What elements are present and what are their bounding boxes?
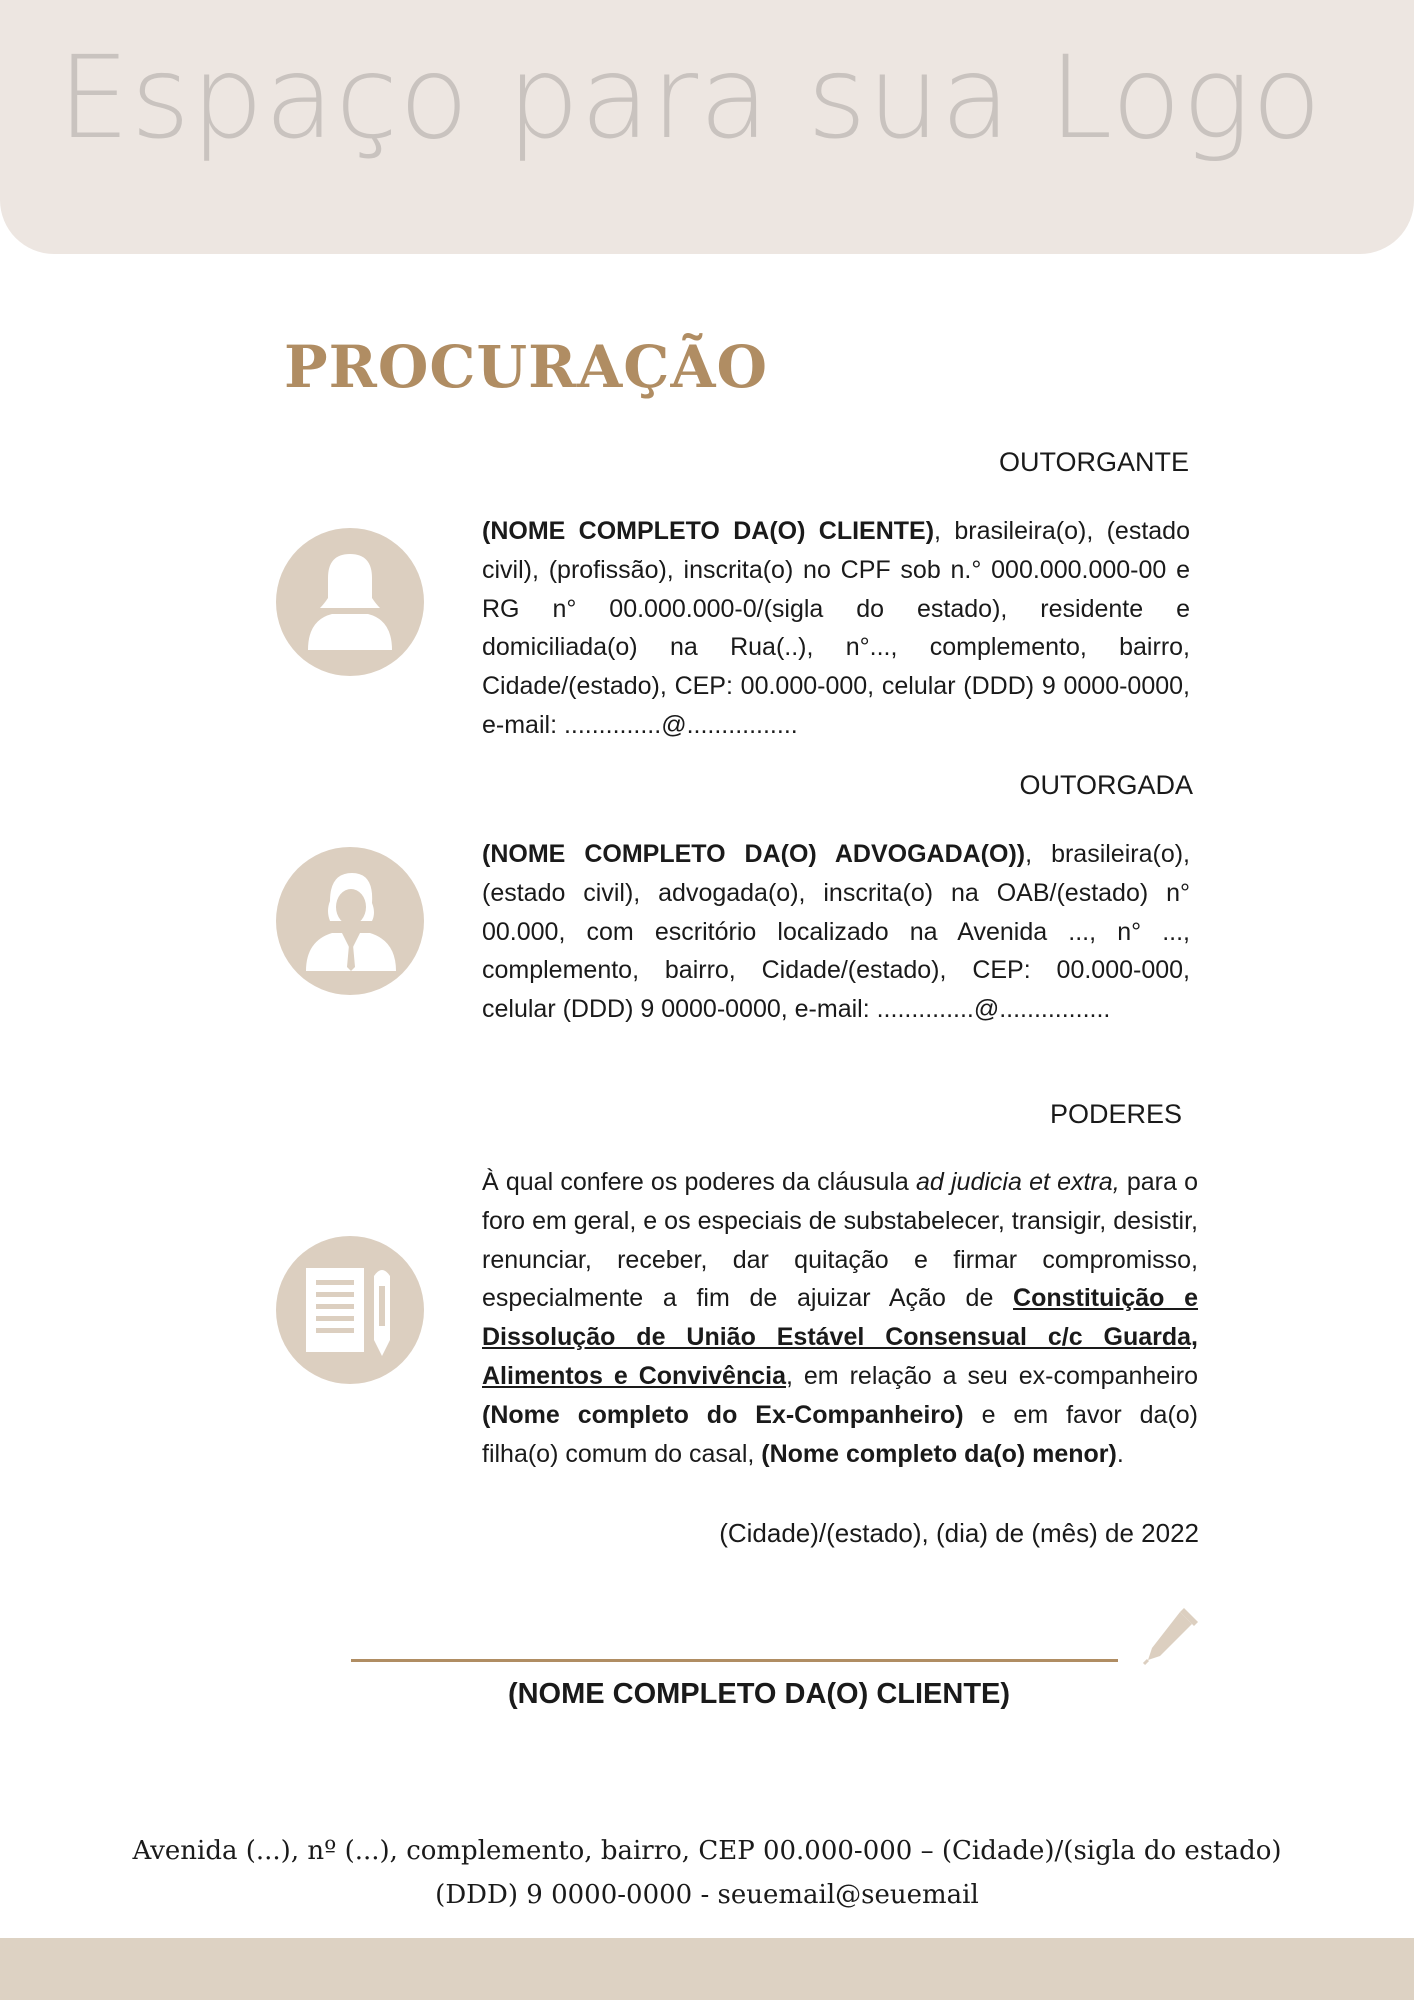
- outorgante-text: [482, 512, 1190, 745]
- outorgada-details: , brasileira(o), (estado civil), advogada(o), inscrita(o) na OAB/(estado) n° 00.000, com escritório localizado na Avenida ..., n° ..., complemento, bairro, Cidade/(estado), CEP: 00.000-000, celular (DDD) 9 0000-0000, e-mail: ..............@................: [482, 840, 1190, 1024]
- outorgante-heading: OUTORGANTE: [998, 447, 1189, 477]
- poderes-powers: para o foro em geral, e os especiais de substabelecer, transigir, desistir, renunciar, receber, dar quitação e firmar compromisso, especialmente a fim de ajuizar Ação de: [482, 1168, 1198, 1313]
- header-band: [0, 0, 1414, 254]
- footer-address: Avenida (...), nº (...), complemento, bairro, CEP 00.000-000 – (Cidade)/(sigla do estado): [132, 1836, 1282, 1866]
- poderes-end: .: [1116, 1439, 1124, 1468]
- poderes-heading: PODERES: [1049, 1099, 1182, 1129]
- outorgada-text: [482, 835, 1190, 1029]
- lawyer-avatar-icon: [276, 847, 424, 995]
- minor-name: (Nome completo da(o) menor): [761, 1439, 1117, 1468]
- outorgante-name: (NOME COMPLETO DA(O) CLIENTE): [482, 517, 935, 545]
- outorgada-name: (NOME COMPLETO DA(O) ADVOGADA(O)): [482, 840, 1026, 868]
- logo-placeholder: Espaço para sua Logo: [57, 31, 1323, 164]
- outorgante-details: , brasileira(o), (estado civil), (profissão), inscrita(o) no CPF sob n.° 000.000.000-00 e RG n° 00.000.000-0/(sigla do estado), residente e domiciliada(o) na Rua(..), n°..., complemento, bairro, Cidade/(estado), CEP: 00.000-000, celular (DDD) 9 0000-0000, e-mail: ..............@................: [482, 517, 1190, 739]
- poderes-text: [482, 1163, 1198, 1473]
- document-title: PROCURAÇÃO: [284, 333, 768, 401]
- document-pencil-icon: [276, 1236, 424, 1384]
- signature-name: (NOME COMPLETO DA(O) CLIENTE): [507, 1678, 1011, 1710]
- pen-icon: [1140, 1606, 1200, 1671]
- footer-band: [0, 1938, 1414, 2000]
- poderes-clause: ad judicia et extra,: [916, 1168, 1120, 1196]
- poderes-action: Constituição e Dissolução de União Estável Consensual c/c Guarda, Alimentos e Convivência: [482, 1284, 1199, 1390]
- date-line: (Cidade)/(estado), (dia) de (mês) de 2022: [719, 1518, 1199, 1548]
- client-avatar-icon: [276, 528, 424, 676]
- poderes-favor: e em favor da(o) filha(o) comum do casal,: [482, 1400, 1198, 1468]
- signature-line: [351, 1659, 1118, 1662]
- ex-companion-name: (Nome completo do Ex-Companheiro): [482, 1400, 964, 1429]
- outorgada-heading: OUTORGADA: [1019, 770, 1193, 800]
- poderes-intro: À qual confere os poderes da cláusula: [482, 1168, 916, 1196]
- poderes-relation: , em relação a seu ex-companheiro: [785, 1361, 1198, 1390]
- footer-contact: (DDD) 9 0000-0000 - seuemail@seuemail: [435, 1880, 979, 1910]
